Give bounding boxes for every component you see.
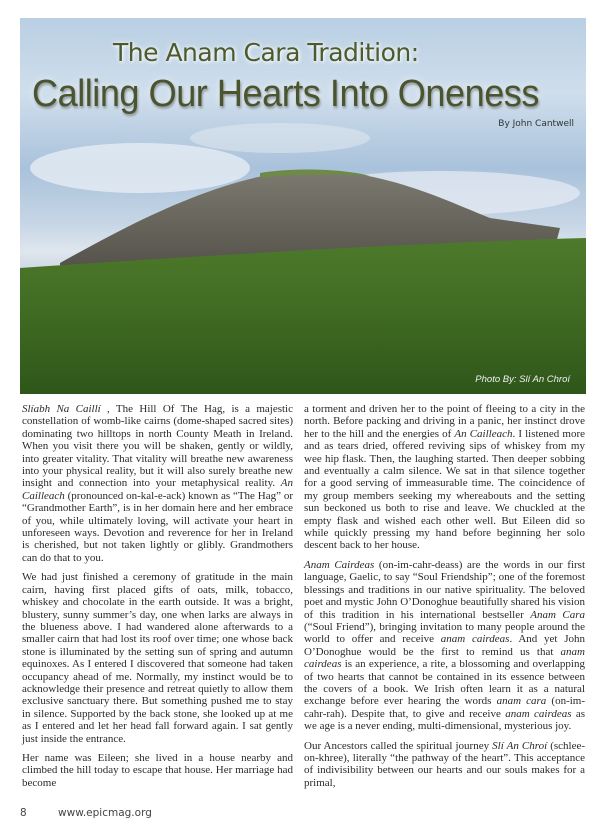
paragraph <box>22 752 293 789</box>
italic-term: anam cairdeas <box>304 645 585 671</box>
text-run: (schlee-on-khree), literally “the pathway of the heart”. This acceptance of indivisibility between our hearts and our souls makes for a primal, <box>304 739 585 789</box>
website-link[interactable]: www.epicmag.org <box>58 807 152 820</box>
text-run: Her name was Eileen; she lived in a house nearby and climbed the hill today to escape that house. Her marriage had become <box>22 751 293 789</box>
text-run: (on-im-cahr-deass) are the words in our first language, Gaelic, to say “Soul Friendship”; one of the foremost blessings and traditions in our native spirituality. The beloved poet and mystic John O’Donoghue beautifully shared his vision of this tradition in his international bestseller <box>304 558 585 621</box>
paragraph <box>22 403 293 564</box>
text-run: is an experience, a rite, a blossoming and overlapping of two hearts that cannot be contained in its essence between the covers of a book. We Irish often learn it as a natural exchange before ever hearing the words <box>304 658 585 708</box>
column-right <box>304 403 585 796</box>
article-body <box>0 403 603 796</box>
italic-term: anam cara <box>496 695 547 708</box>
text-run: . I listened more and as tears dried, offered reviving sips of whiskey from my wee hip flask. Then, the laughing started. Then deeper sobbing and eventually a calm silence. We sat in that silence together for a good serving of immeasurable time. The coincidence of my group members seeking my whereabouts and the setting sun beckoned us both to rise and leave. We chuckled at the empty flask and wished each other well. But Eileen did so while quickly pressing my hand before beginning her solo descent back to her house. <box>304 427 585 552</box>
italic-term: anam cairdeas <box>505 707 572 720</box>
paragraph <box>304 403 585 552</box>
byline: By John Cantwell <box>498 119 574 129</box>
page-number: 8 <box>20 807 27 820</box>
italic-term: Anam Cairdeas <box>304 558 375 571</box>
photo-credit: Photo By: Slí An Chroí <box>475 374 570 385</box>
italic-term: An Cailleach <box>22 477 293 502</box>
paragraph <box>22 571 293 745</box>
column-left <box>22 403 293 796</box>
italic-term: Slí An Chroí <box>492 739 548 752</box>
text-run: . And yet John O’Donoghue would be the first to remind us that <box>304 633 585 658</box>
article-title: Calling Our Hearts Into Oneness <box>32 73 539 115</box>
text-run: (pronounced on-kal-e-ack) known as “The Hag” or “Grandmother Earth”, is in her domain here and her embrace of you, while ultimately loving, will activate your heart in unforeseen ways. Devotion and reverence for her in Ireland is cherished, but not taken lightly or glibly. Grandmothers can do that to you. <box>22 489 293 564</box>
text-run: (on-im-cahr-rah). Despite that, to give and receive <box>304 695 586 720</box>
title-line-1: The Anam Cara Tradition: <box>113 38 419 67</box>
italic-term: Slíabh Na Caillí <box>22 403 101 415</box>
text-run: We had just finished a ceremony of gratitude in the main cairn, having first placed gifts of oats, milk, tobacco, whiskey and chocolate in the earth outside. It was a bright, blustery, sunny summer’s day, one when larks are always in the blueness above. I had wandered alone afterwards to a smaller cairn that had lost its roof over time; one whose back stone is illuminated by the setting sun of spring and autumn equinoxes. As I entered I discovered that someone had taken occupancy ahead of me. Normally, my instinct would be to acknowledge their presence and retreat quietly to allow them exclusive sanctuary there. But something pushed me to stay in silence. Supported by the back stone, she looked up at me as I entered and let her head fall forward again. I sat gently just inside the entrance. <box>22 571 293 745</box>
text-run: (“Soul Friend”), bringing invitation to many people around the world to offer and receive <box>304 620 585 646</box>
italic-term: Anam Cara <box>530 608 585 621</box>
text-run: as we age is a never ending, multi-dimensional, mysterious joy. <box>304 707 585 733</box>
italic-term: anam cairdeas <box>440 633 510 646</box>
page-footer <box>20 806 603 830</box>
header-photo <box>20 18 586 394</box>
text-run: Our Ancestors called the spiritual journey <box>304 739 493 752</box>
italic-term: An Cailleach <box>454 427 513 440</box>
paragraph <box>304 740 585 790</box>
text-run: , The Hill Of The Hag, is a majestic constellation of womb-like cairns (dome-shaped sacred sites) dominating two hilltops in north County Meath in Ireland. When you visit there you will be shaken, gently or wildly, into greater vitality. That vitality will breathe new awareness into your physical reality, but it will also surely breathe new insight and connection into your metaphysical reality. <box>22 403 293 490</box>
text-run: a torment and driven her to the point of fleeing to a city in the north. Before packing and driving in a panic, her instinct drove her to the hill and the energies of <box>304 403 585 440</box>
paragraph <box>304 559 585 733</box>
